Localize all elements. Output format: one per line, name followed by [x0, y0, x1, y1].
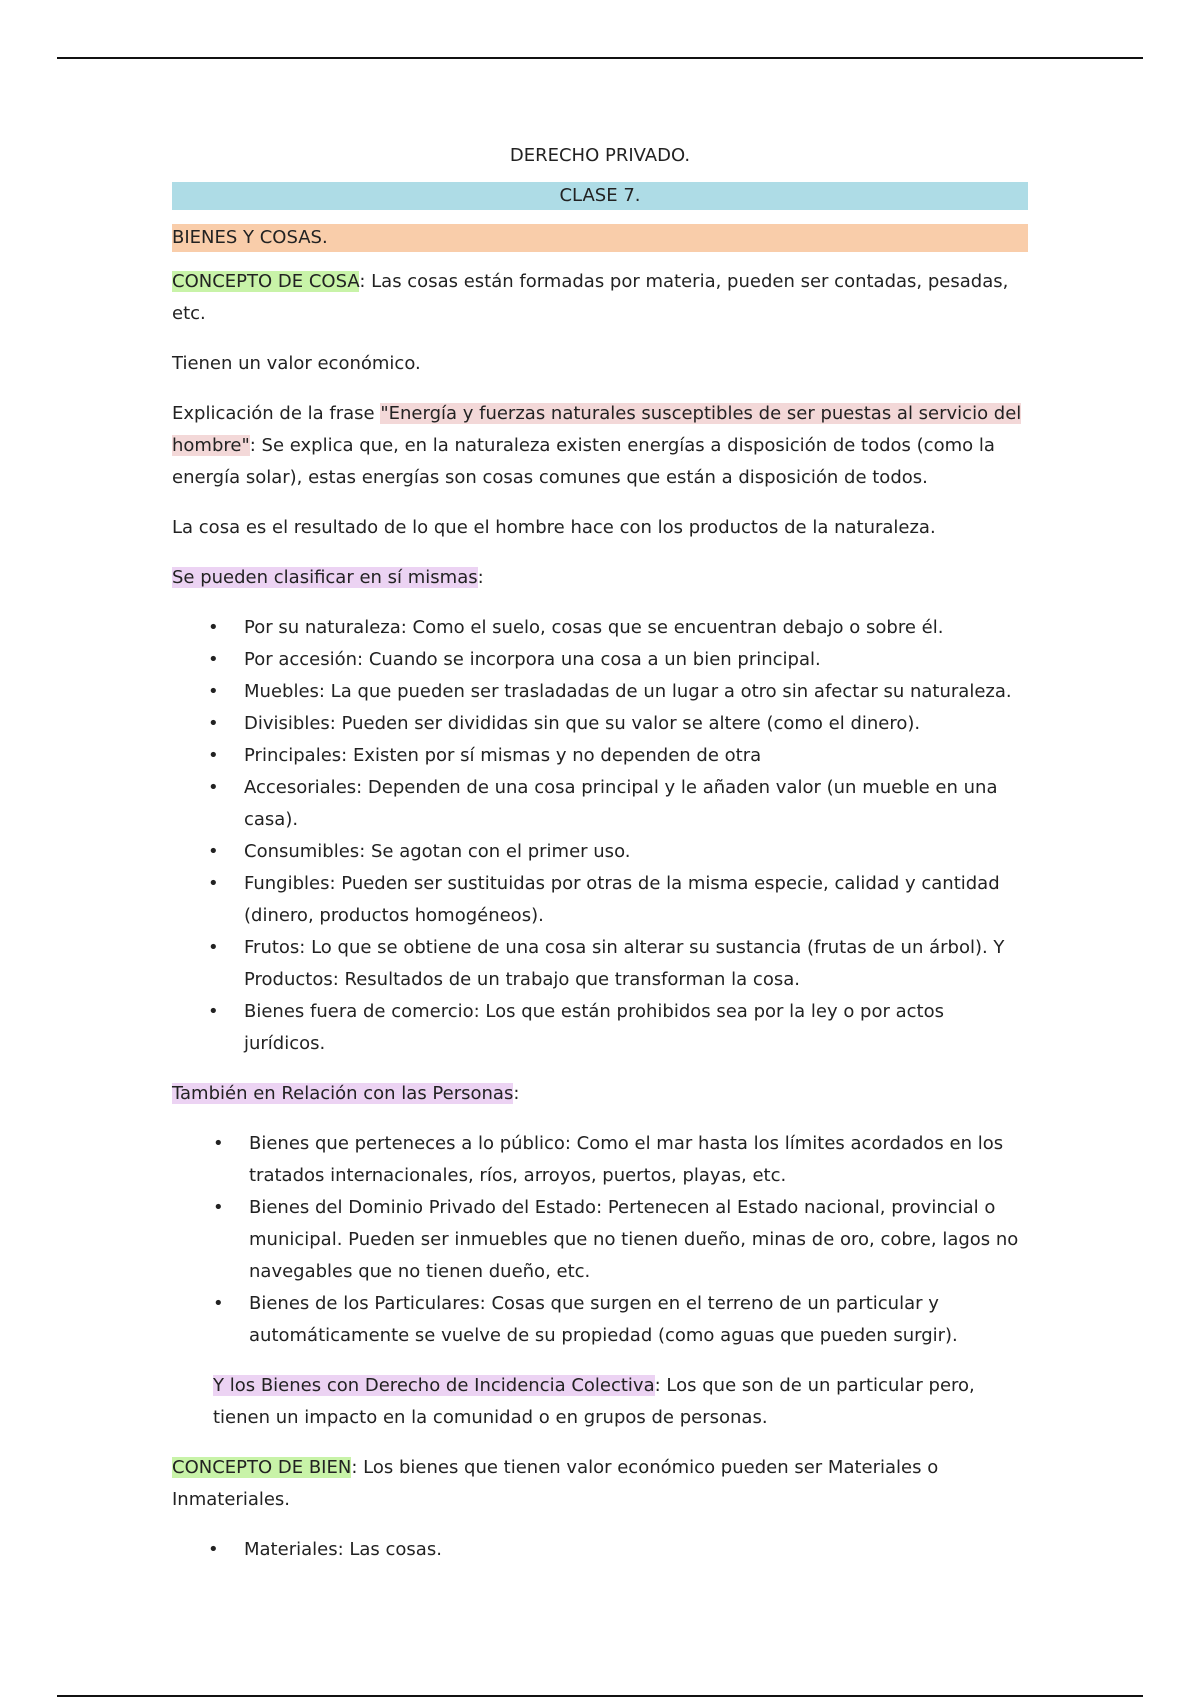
clasificar-tail: : [477, 567, 484, 588]
personas-heading [172, 1078, 1028, 1110]
class-heading: CLASE 7. [172, 182, 1028, 210]
list-item: • Materiales: Las cosas. [172, 1534, 1028, 1566]
explicacion-paragraph [172, 398, 1028, 494]
list-item: • Por accesión: Cuando se incorpora una cosa a un bien principal. [172, 644, 1028, 676]
personas-tail: : [513, 1083, 520, 1104]
colectiva-text: : Los que son de un particular pero, tienen un impacto en la comunidad o en grupos de personas. [213, 1375, 975, 1428]
personas-term: También en Relación con las Personas [172, 1083, 514, 1104]
concepto-bien-term: CONCEPTO DE BIEN [172, 1457, 352, 1478]
list-item: • Frutos: Lo que se obtiene de una cosa sin alterar su sustancia (frutas de un árbol). Y Productos: Resultados de un trabajo que transforman la cosa. [172, 932, 1028, 996]
list-item: • Bienes que perteneces a lo público: Como el mar hasta los límites acordados en los tratados internacionales, ríos, arroyos, puertos, playas, etc. [172, 1128, 1028, 1192]
list-item: • Principales: Existen por sí mismas y no dependen de otra [172, 740, 1028, 772]
clasificar-term: Se pueden clasificar en sí mismas [172, 567, 478, 588]
document-body [172, 140, 1028, 1584]
clasificacion-list [172, 612, 1028, 1060]
list-item: • Fungibles: Pueden ser sustituidas por otras de la misma especie, calidad y cantidad (dinero, productos homogéneos). [172, 868, 1028, 932]
clasificar-heading [172, 562, 1028, 594]
resultado-paragraph: La cosa es el resultado de lo que el hombre hace con los productos de la naturaleza. [172, 517, 936, 538]
explicacion-rest: : Se explica que, en la naturaleza existen energías a disposición de todos (como la energía solar), estas energías son cosas comunes que están a disposición de todos. [172, 435, 995, 488]
list-item: • Consumibles: Se agotan con el primer uso. [172, 836, 1028, 868]
document-title: DERECHO PRIVADO. [509, 145, 691, 166]
colectiva-term: Y los Bienes con Derecho de Incidencia Colectiva [213, 1375, 655, 1396]
list-item: • Bienes de los Particulares: Cosas que surgen en el terreno de un particular y automáticamente se vuelve de su propiedad (como aguas que pueden surgir). [172, 1288, 1028, 1352]
list-item: • Por su naturaleza: Como el suelo, cosas que se encuentran debajo o sobre él. [172, 612, 1028, 644]
bien-list [172, 1534, 1028, 1566]
concepto-bien-paragraph [172, 1452, 1028, 1516]
list-item: • Bienes del Dominio Privado del Estado: Pertenecen al Estado nacional, provincial o municipal. Pueden ser inmuebles que no tienen dueño, minas de oro, cobre, lagos no navegables que no tienen dueño, etc. [172, 1192, 1028, 1288]
colectiva-paragraph [213, 1370, 1028, 1434]
concepto-cosa-paragraph [172, 266, 1028, 330]
explicacion-quote: "Energía y fuerzas naturales susceptibles de ser puestas al servicio del hombre" [172, 403, 1022, 456]
list-item: • Muebles: La que pueden ser trasladadas de un lugar a otro sin afectar su naturaleza. [172, 676, 1028, 708]
list-item: • Divisibles: Pueden ser divididas sin que su valor se altere (como el dinero). [172, 708, 1028, 740]
section-heading: BIENES Y COSAS. [172, 224, 1028, 252]
header-rule [57, 57, 1143, 59]
concepto-bien-text: : Los bienes que tienen valor económico pueden ser Materiales o Inmateriales. [172, 1457, 939, 1510]
footer-rule [57, 1695, 1143, 1697]
valor-economico-paragraph: Tienen un valor económico. [172, 353, 421, 374]
list-item: • Bienes fuera de comercio: Los que están prohibidos sea por la ley o por actos jurídicos. [172, 996, 1028, 1060]
explicacion-lead: Explicación de la frase [172, 403, 381, 424]
list-item: • Accesoriales: Dependen de una cosa principal y le añaden valor (un mueble en una casa). [172, 772, 1028, 836]
personas-list [172, 1128, 1028, 1352]
concepto-cosa-text: : Las cosas están formadas por materia, pueden ser contadas, pesadas, etc. [172, 271, 1009, 324]
concepto-cosa-term: CONCEPTO DE COSA [172, 271, 360, 292]
